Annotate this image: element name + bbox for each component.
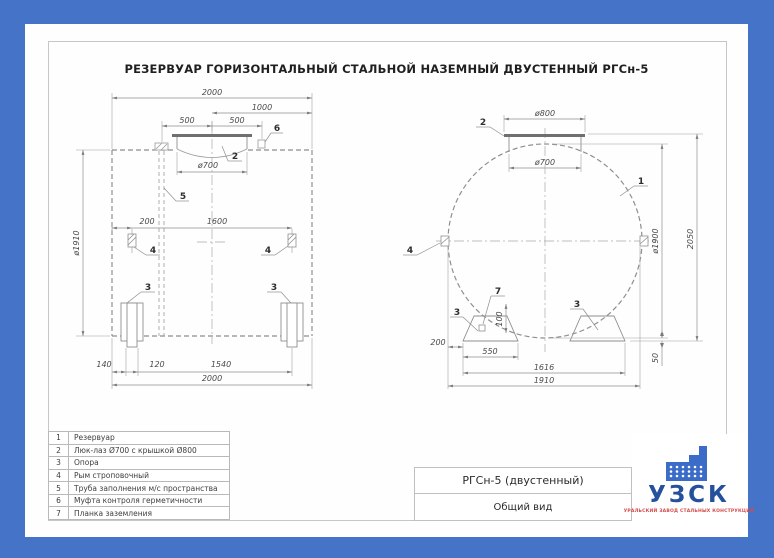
part-number: 5	[49, 482, 69, 494]
callout-5: 5	[179, 192, 187, 202]
part-number: 6	[49, 495, 69, 507]
dim-500-right: 500	[229, 116, 245, 125]
callout-4-left: 4	[149, 246, 157, 256]
table-row	[49, 432, 230, 445]
dim-50: 50	[651, 352, 660, 364]
dim-120: 120	[149, 360, 165, 369]
dim-1616: 1616	[533, 363, 555, 372]
dim-500-left: 500	[179, 116, 195, 125]
callout-4-end: 4	[406, 246, 414, 256]
part-name: Резервуар	[69, 432, 230, 444]
dim-2000-top: 2000	[201, 88, 223, 97]
dim-1910-diameter: ø1910	[72, 230, 81, 256]
dim-700-left-view: ø700	[197, 161, 219, 170]
dim-1000: 1000	[251, 103, 273, 112]
part-name: Планка заземления	[69, 507, 230, 519]
callout-3-end-left: 3	[453, 308, 461, 318]
dim-1900-diameter: ø1900	[651, 228, 660, 254]
part-number: 3	[49, 457, 69, 469]
dim-100: 100	[495, 311, 504, 327]
dim-1910-base: 1910	[533, 376, 555, 385]
callout-3-right: 3	[270, 283, 278, 293]
dim-1540: 1540	[210, 360, 232, 369]
company-logo	[623, 434, 755, 537]
part-number: 2	[49, 445, 69, 457]
part-name: Опора	[69, 457, 230, 469]
part-number: 4	[49, 470, 69, 482]
callout-6: 6	[273, 124, 281, 134]
part-name: Люк-лаз Ø700 с крышкой Ø800	[69, 445, 230, 457]
title-block	[414, 467, 632, 521]
part-name: Рым строповочный	[69, 470, 230, 482]
parts-table	[48, 431, 230, 520]
callout-2-left: 2	[231, 152, 239, 162]
part-name: Труба заполнения м/с пространства	[69, 482, 230, 494]
dim-200-right-view: 200	[430, 338, 446, 347]
table-row	[49, 482, 230, 495]
table-row	[49, 445, 230, 458]
dim-200-left-view: 200	[139, 217, 155, 226]
table-row	[49, 507, 230, 520]
logo-abbreviation: УЗСК	[648, 482, 730, 508]
callout-3-end-right: 3	[573, 300, 581, 310]
factory-icon	[665, 446, 713, 482]
callout-7: 7	[494, 287, 502, 297]
dim-140: 140	[96, 360, 112, 369]
table-row	[49, 470, 230, 483]
callout-3-left: 3	[144, 283, 152, 293]
dim-2000-bottom: 2000	[201, 374, 223, 383]
logo-subtitle: УРАЛЬСКИЙ ЗАВОД СТАЛЬНЫХ КОНСТРУКЦИЙ	[623, 509, 755, 514]
part-name: Муфта контроля герметичности	[69, 495, 230, 507]
table-row	[49, 457, 230, 470]
dim-550: 550	[482, 347, 498, 356]
main-title: РЕЗЕРВУАР ГОРИЗОНТАЛЬНЫЙ СТАЛЬНОЙ НАЗЕМНЫЙ ДВУСТЕННЫЙ РГСн-5	[124, 62, 649, 76]
dim-2050: 2050	[686, 228, 695, 250]
dim-800: ø800	[534, 109, 556, 118]
view-name: Общий вид	[493, 501, 553, 513]
callout-4-right: 4	[264, 246, 272, 256]
part-number: 7	[49, 507, 69, 519]
callout-1: 1	[637, 177, 645, 187]
part-number: 1	[49, 432, 69, 444]
table-row	[49, 495, 230, 508]
model-designation: РГСн-5 (двустенный)	[415, 468, 631, 494]
callout-2-right: 2	[479, 118, 487, 128]
dim-1600: 1600	[206, 217, 228, 226]
dim-700-right-view: ø700	[534, 158, 556, 167]
